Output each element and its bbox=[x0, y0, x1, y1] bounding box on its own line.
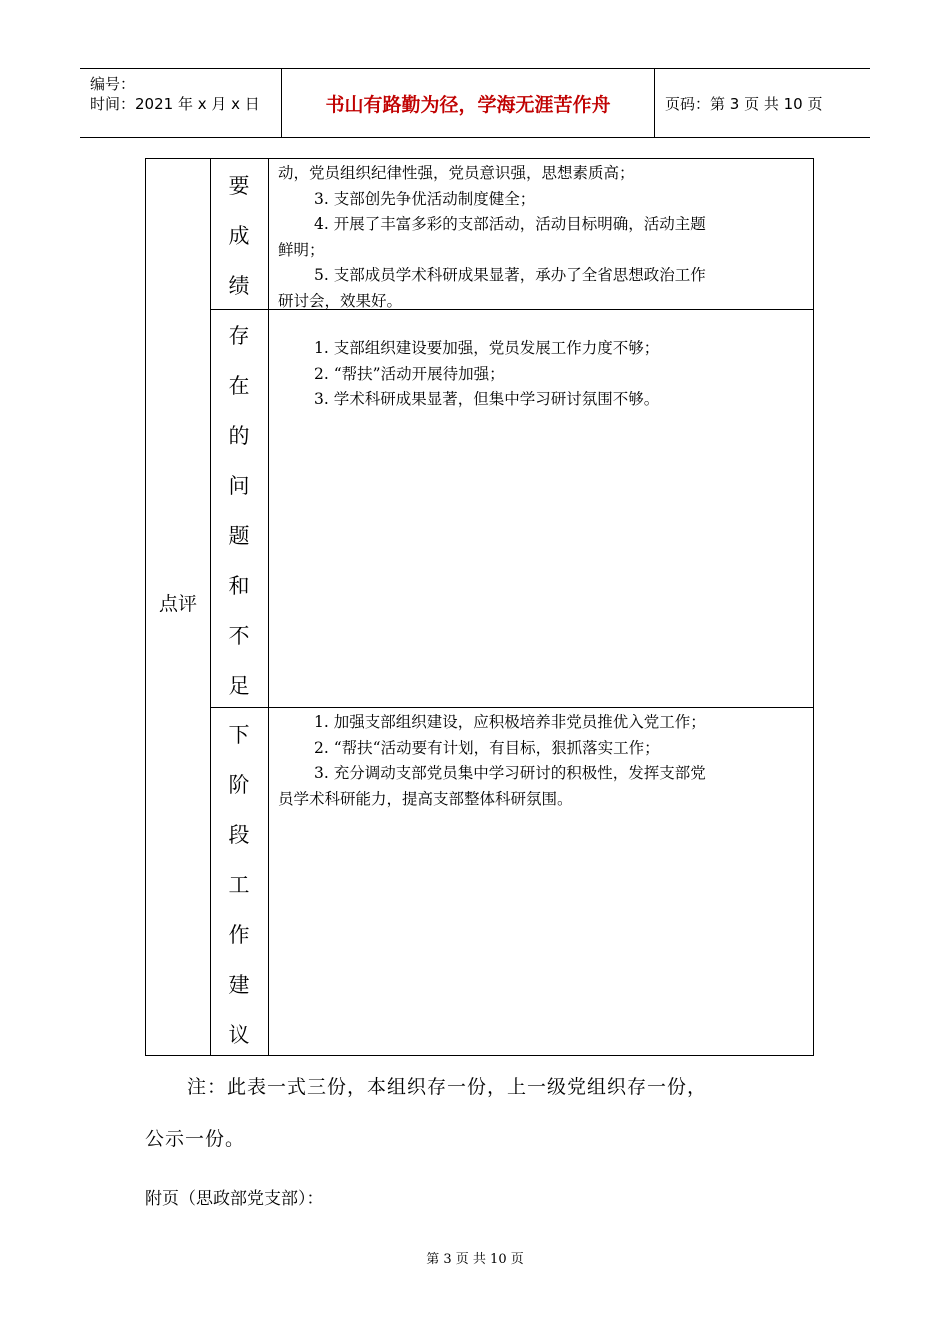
section-label-problems: 存 在 的 问 题 和 不 足 bbox=[228, 324, 250, 698]
header-meta bbox=[80, 69, 280, 137]
note-line-2: 公示一份。 bbox=[145, 1128, 246, 1150]
review-table bbox=[145, 158, 814, 1056]
time-label: 时间：2021 年 x 月 x 日 bbox=[90, 95, 260, 113]
section-label-suggestions: 下 阶 段 工 作 建 议 bbox=[228, 723, 250, 1047]
table-divider bbox=[210, 707, 813, 708]
section-content-achievements: 动，党员组织纪律性强，党员意识强，思想素质高； 3. 支部创先争优活动制度健全； 4. 开展了丰富多彩的支部活动，活动目标明确，活动主题 鲜明； 5. 支部成员学术科研成果显著，承办了全省思想政治工作 研讨会，效果好。 bbox=[278, 164, 706, 310]
header-motto: 书山有路勤为径，学海无涯苦作舟 bbox=[281, 69, 655, 137]
note-line-1: 注：此表一式三份，本组织存一份，上一级党组织存一份， bbox=[187, 1076, 708, 1098]
header-page-info: 页码：第 3 页 共 10 页 bbox=[665, 94, 823, 113]
page-footer: 第 3 页 共 10 页 bbox=[426, 1252, 524, 1267]
page-header bbox=[80, 68, 870, 138]
number-label: 编号： bbox=[90, 75, 136, 93]
review-label: 点评 bbox=[158, 593, 197, 615]
table-divider bbox=[268, 159, 269, 1055]
section-content-suggestions: 1. 加强支部组织建设，应积极培养非党员推优入党工作； 2. “帮扶“活动要有计划，有目标，狠抓落实工作； 3. 充分调动支部党员集中学习研讨的积极性，发挥支部党 员学术科研能力，提高支部整体科研氛围。 bbox=[278, 713, 706, 808]
section-content-problems: 1. 支部组织建设要加强，党员发展工作力度不够； 2. “帮扶”活动开展待加强； 3. 学术科研成果显著，但集中学习研讨氛围不够。 bbox=[314, 339, 660, 408]
attachment-label: 附页（思政部党支部）： bbox=[145, 1189, 324, 1209]
section-label-achievements: 要 成 绩 bbox=[228, 174, 250, 298]
